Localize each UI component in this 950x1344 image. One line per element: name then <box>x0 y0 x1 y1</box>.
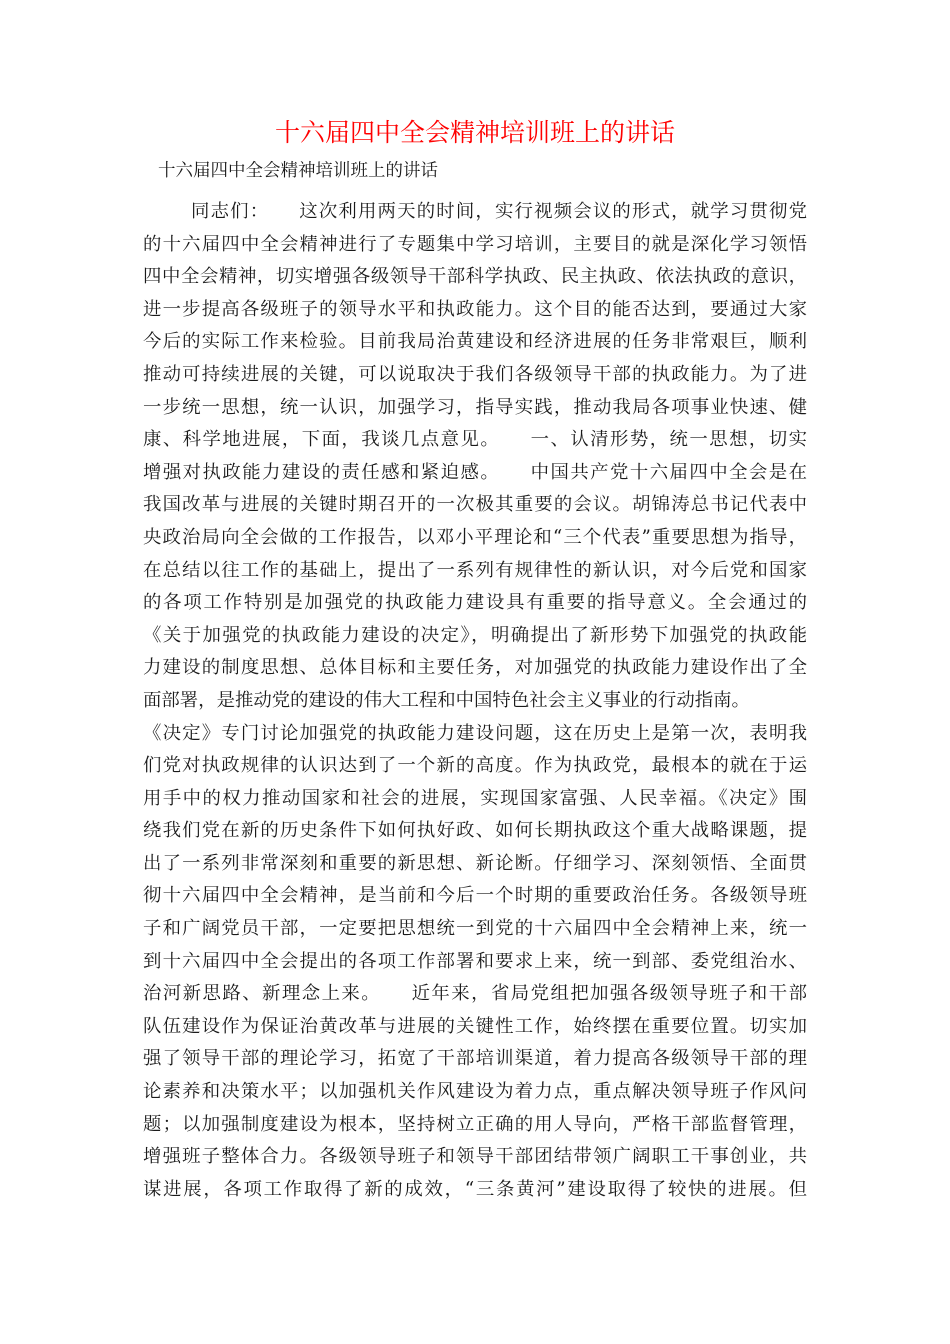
document-body <box>143 196 807 1206</box>
body-line: 的各项工作特别是加强党的执政能力建设具有重要的指导意义。全会通过的 <box>143 592 807 614</box>
body-line: 队伍建设作为保证治黄改革与进展的关键性工作，始终摆在重要位置。切实加 <box>143 1015 807 1037</box>
body-line: 一步统一思想，统一认识，加强学习，指导实践，推动我局各项事业快速、健 <box>143 396 807 418</box>
body-line: 增强对执政能力建设的责任感和紧迫感。 中国共产党十六届四中全会是在 <box>143 461 807 483</box>
body-line: 彻十六届四中全会精神，是当前和今后一个时期的重要政治任务。各级领导班 <box>143 885 807 907</box>
document-title: 十六届四中全会精神培训班上的讲话 <box>274 118 675 147</box>
body-line: 谋进展，各项工作取得了新的成效，“三条黄河”建设取得了较快的进展。但 <box>143 1178 807 1200</box>
body-line: 《关于加强党的执政能力建设的决定》，明确提出了新形势下加强党的执政能 <box>143 624 807 646</box>
body-line: 出了一系列非常深刻和重要的新思想、新论断。仔细学习、深刻领悟、全面贯 <box>143 852 807 874</box>
body-line: 子和广阔党员干部，一定要把思想统一到党的十六届四中全会精神上来，统一 <box>143 918 807 940</box>
body-line: 今后的实际工作来检验。目前我局治黄建设和经济进展的任务非常艰巨，顺利 <box>143 331 807 353</box>
body-line: 同志们： 这次利用两天的时间，实行视频会议的形式，就学习贯彻党 <box>191 201 807 222</box>
body-line: 在总结以往工作的基础上，提出了一系列有规律性的新认识，对今后党和国家 <box>143 559 807 581</box>
body-line: 治河新思路、新理念上来。 近年来，省局党组把加强各级领导班子和干部 <box>143 983 807 1005</box>
body-line: 力建设的制度思想、总体目标和主要任务，对加强党的执政能力建设作出了全 <box>143 657 807 679</box>
body-line: 们党对执政规律的认识达到了一个新的高度。作为执政党，最根本的就在于运 <box>143 755 807 777</box>
document-subtitle: 十六届四中全会精神培训班上的讲话 <box>158 161 438 181</box>
body-line: 四中全会精神，切实增强各级领导干部科学执政、民主执政、依法执政的意识， <box>143 266 807 288</box>
body-line: 康、科学地进展，下面，我谈几点意见。 一、认清形势，统一思想，切实 <box>143 429 807 451</box>
body-line: 题；以加强制度建设为根本，坚持树立正确的用人导向，严格干部监督管理， <box>143 1113 807 1135</box>
body-line: 央政治局向全会做的工作报告，以邓小平理论和“三个代表”重要思想为指导， <box>143 526 807 548</box>
body-line: 论素养和决策水平；以加强机关作风建设为着力点，重点解决领导班子作风问 <box>143 1081 807 1103</box>
body-line: 的十六届四中全会精神进行了专题集中学习培训，主要目的就是深化学习领悟 <box>143 233 807 255</box>
body-line: 《决定》专门讨论加强党的执政能力建设问题，这在历史上是第一次，表明我 <box>143 722 807 744</box>
body-line: 增强班子整体合力。各级领导班子和领导干部团结带领广阔职工干事创业，共 <box>143 1146 807 1168</box>
body-line: 推动可持续进展的关键，可以说取决于我们各级领导干部的执政能力。为了进 <box>143 363 807 385</box>
body-line: 我国改革与进展的关键时期召开的一次极其重要的会议。胡锦涛总书记代表中 <box>143 494 807 516</box>
body-line: 到十六届四中全会提出的各项工作部署和要求上来，统一到部、委党组治水、 <box>143 950 807 972</box>
body-line: 强了领导干部的理论学习，拓宽了干部培训渠道，着力提高各级领导干部的理 <box>143 1048 807 1070</box>
body-line: 进一步提高各级班子的领导水平和执政能力。这个目的能否达到，要通过大家 <box>143 298 807 320</box>
body-line: 绕我们党在新的历史条件下如何执好政、如何长期执政这个重大战略课题，提 <box>143 820 807 842</box>
body-line: 面部署，是推动党的建设的伟大工程和中国特色社会主义事业的行动指南。 <box>143 689 750 711</box>
body-line: 用手中的权力推动国家和社会的进展，实现国家富强、人民幸福。《决定》围 <box>143 787 807 809</box>
